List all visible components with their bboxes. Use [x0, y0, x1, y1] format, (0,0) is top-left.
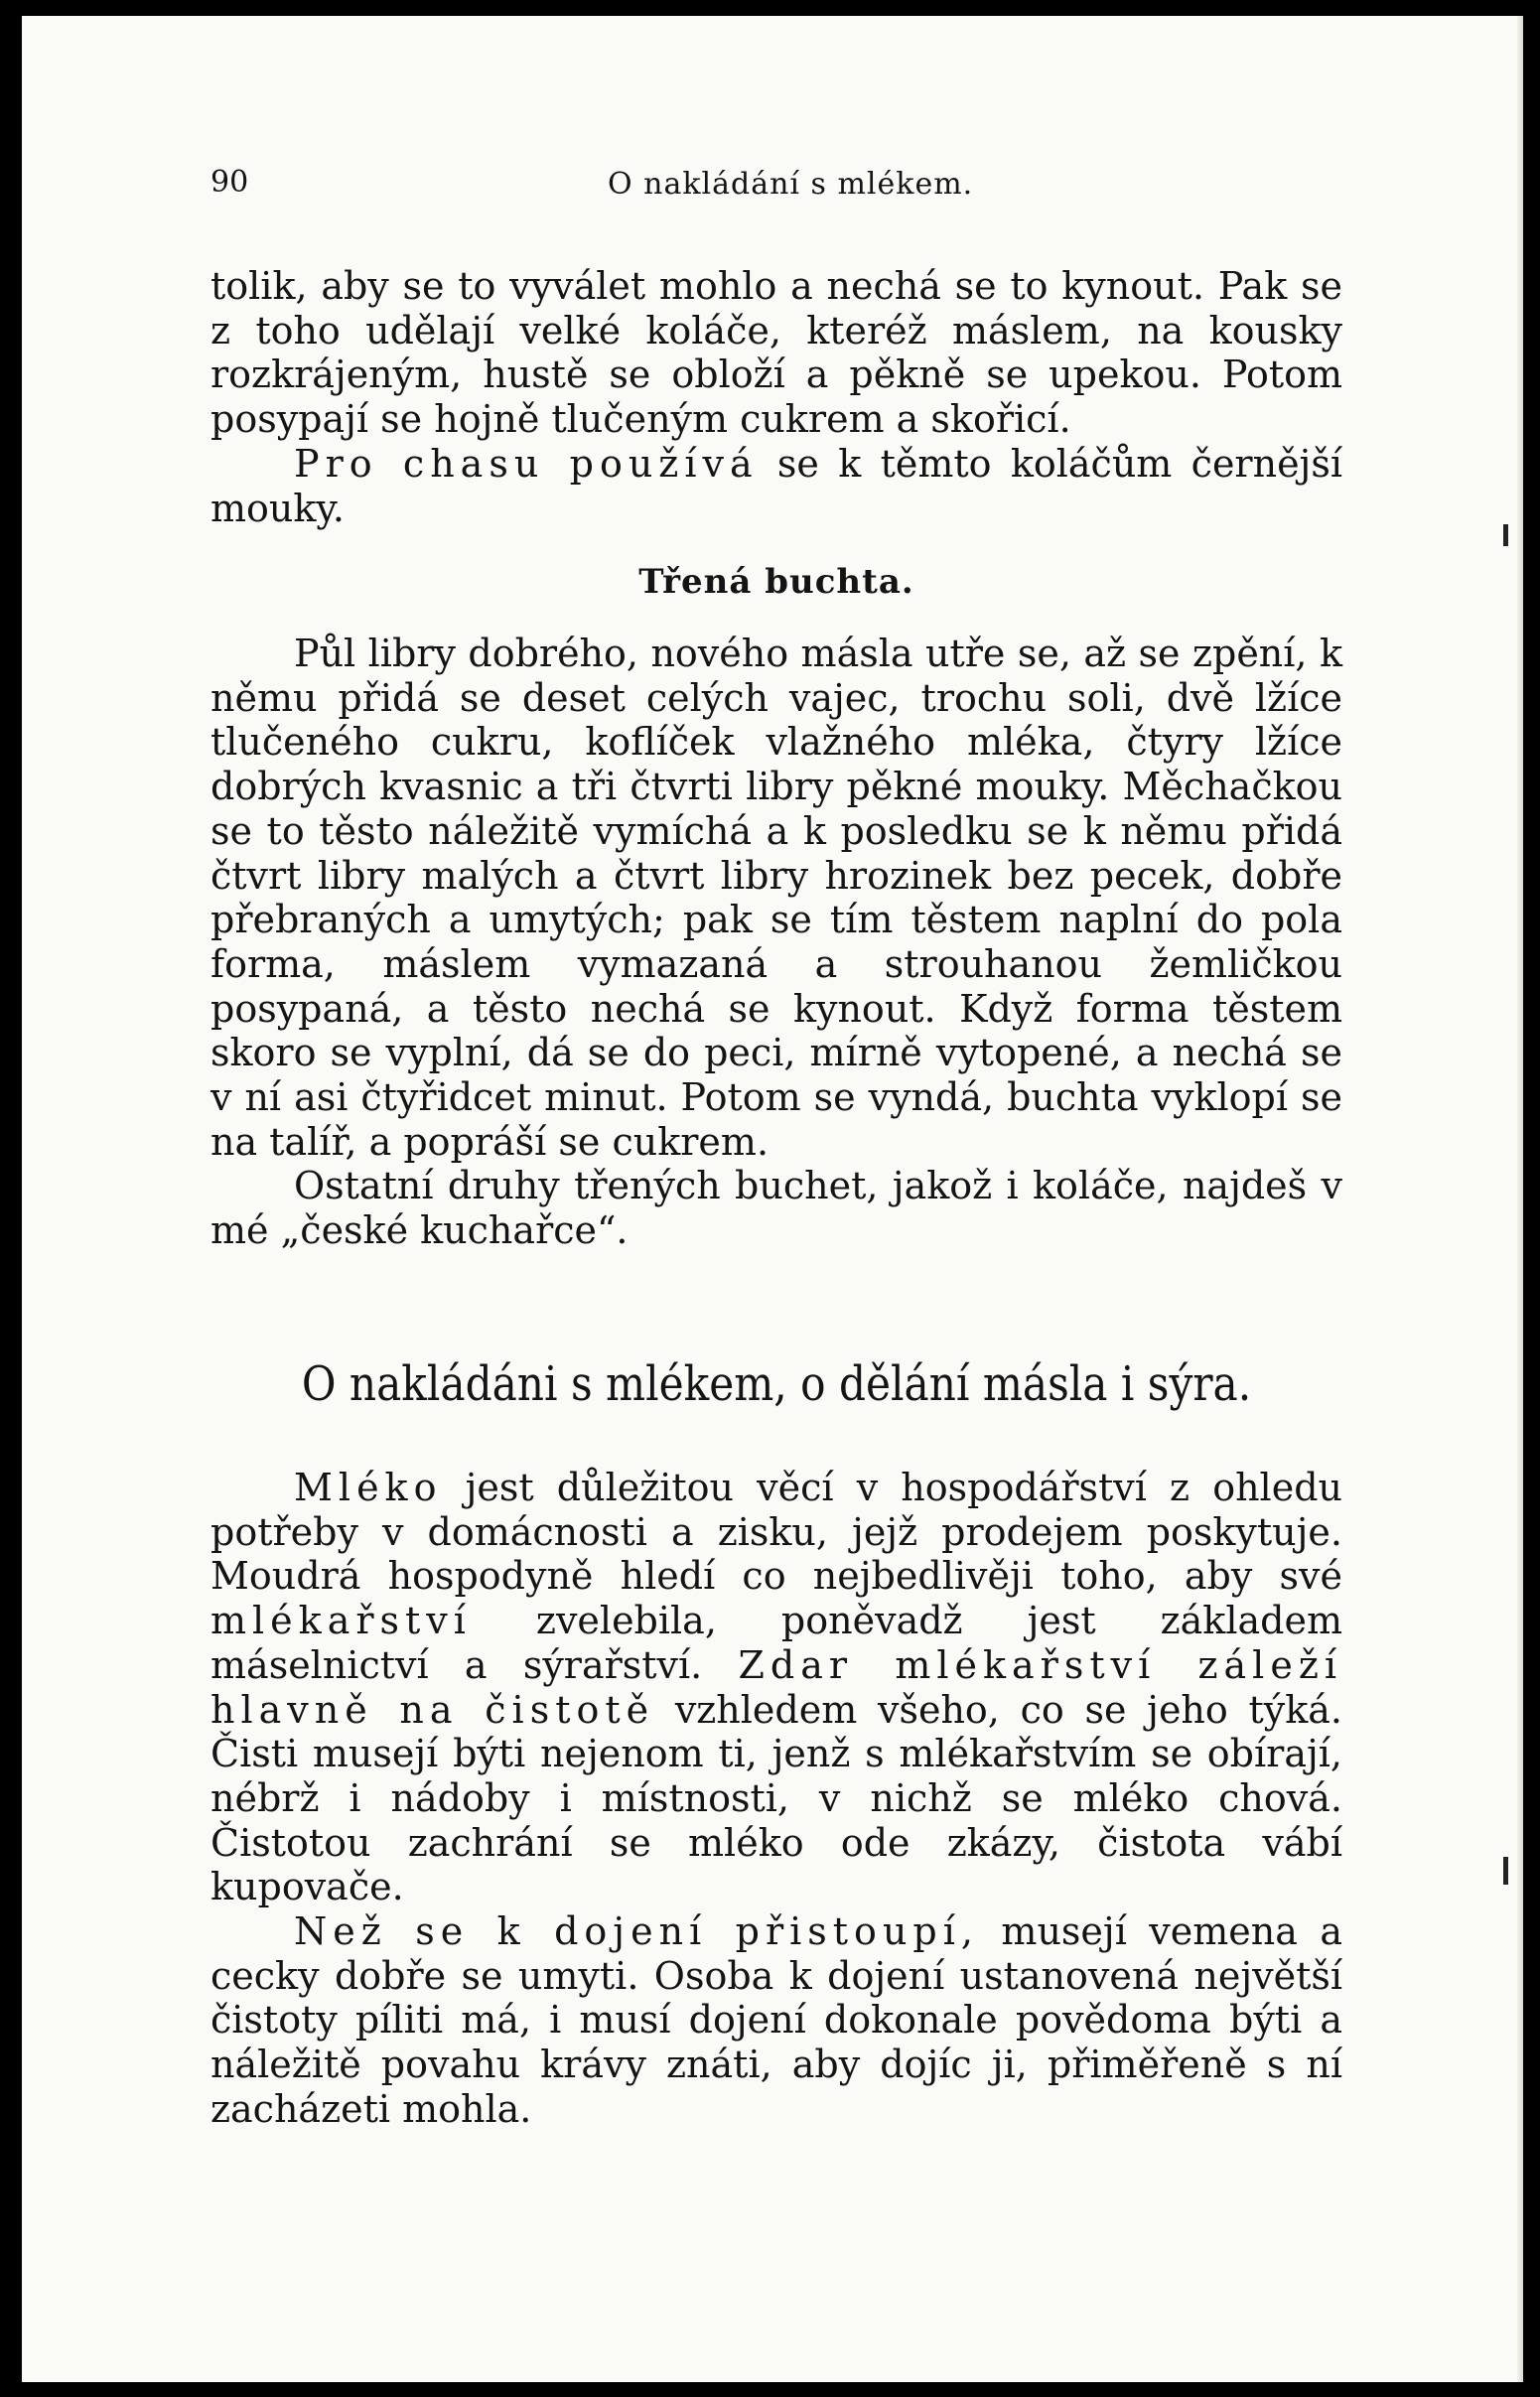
paragraph: Půl libry dobrého, nového másla utře se, až se zpění, k němu přidá se deset celých vajec, trochu soli, dvě lžíce tlučeného cukru, koflíček vlažného mléka, čtyry lžíce dobrých kvasnic a tři čtvrti libry pěkné mouky. Měchačkou se to těsto náležitě vymíchá a k posledku se k němu přidá čtvrt libry malých a čtvrt libry hrozinek bez pecek, dobře přebraných a umytých; pak se tím těstem naplní do pola forma, máslem vymazaná a strouhanou žemličkou posypaná, a těsto nechá se kynout. Když forma těstem skoro se vyplní, dá se do peci, mírně vytopené, a nechá se v ní asi čtyřidcet minut. Potom se vyndá, buchta vyklopí se na talíř, a popráší se cukrem. — [210, 632, 1342, 1164]
paragraph — [210, 1909, 1342, 2132]
paragraph-text: zvelebila, poněvadž jest základem máselnictví a sýrařství. — [210, 1599, 1342, 1687]
margin-mark — [1503, 524, 1508, 546]
section-koláče — [210, 264, 1342, 530]
margin-mark — [1503, 1857, 1508, 1885]
paragraph-text: se k těmto koláčům černější mouky. — [210, 441, 1342, 530]
section-trena-buchta — [210, 632, 1342, 1253]
running-title: O nakládání s mlékem. — [608, 167, 974, 202]
page-edge-shadow — [1517, 16, 1523, 2382]
paragraph — [210, 442, 1342, 530]
emphasis-text: mlékařství — [210, 1599, 472, 1643]
recipe-subheading: Třená buchta. — [638, 562, 914, 602]
paragraph: Ostatní druhy třených buchet, jakož i koláče, najdeš v mé „české kuchařce“. — [210, 1164, 1342, 1253]
paragraph-text: musejí vemena a cecky dobře se umyti. Osoba k dojení ustanovená největší čistoty píliti má, i musí dojení dokonale povědoma býti a náležitě povahu krávy znáti, aby dojíc ji, přiměřeně s ní zacházeti mohla. — [210, 1909, 1343, 2131]
paragraph: tolik, aby se to vyválet mohlo a nechá se to kynout. Pak se z toho udělají velké koláče, kteréž máslem, na kousky rozkrájeným, hustě se obloží a pěkně se upekou. Potom posypají se hojně tlučeným cukrem a skořicí. — [210, 264, 1342, 442]
paragraph — [210, 1466, 1342, 1909]
paragraph-text: jest důležitou věcí v hospodářství z ohledu potřeby v domácnosti a zisku, jejž prodejem poskytuje. Moudrá hospodyně hledí co nejbedlivěji toho, aby své — [210, 1466, 1342, 1599]
section-mleko — [210, 1466, 1342, 2132]
emphasis-text: Než se k dojení přistoupí, — [294, 1909, 979, 1954]
page-number: 90 — [210, 165, 249, 200]
chapter-heading: O nakládáni s mlékem, o dělání másla i sýra. — [301, 1356, 1252, 1412]
emphasis-text: Mléko — [294, 1466, 443, 1509]
emphasis-text: Pro chasu používá — [294, 441, 759, 486]
paragraph-text: vzhledem všeho, co se jeho týká. Čisti musejí býti nejenom ti, jenž s mlékařstvím se obírají, nébrž i nádoby i místnosti, v nichž se mléko chová. Čistotou zachrání se mléko ode zkázy, čistota vábí kupovače. — [210, 1687, 1342, 1909]
running-header — [210, 165, 1342, 205]
emphasis-text: Zdar mlékařství záleží hlavně na čistotě — [210, 1642, 1342, 1732]
